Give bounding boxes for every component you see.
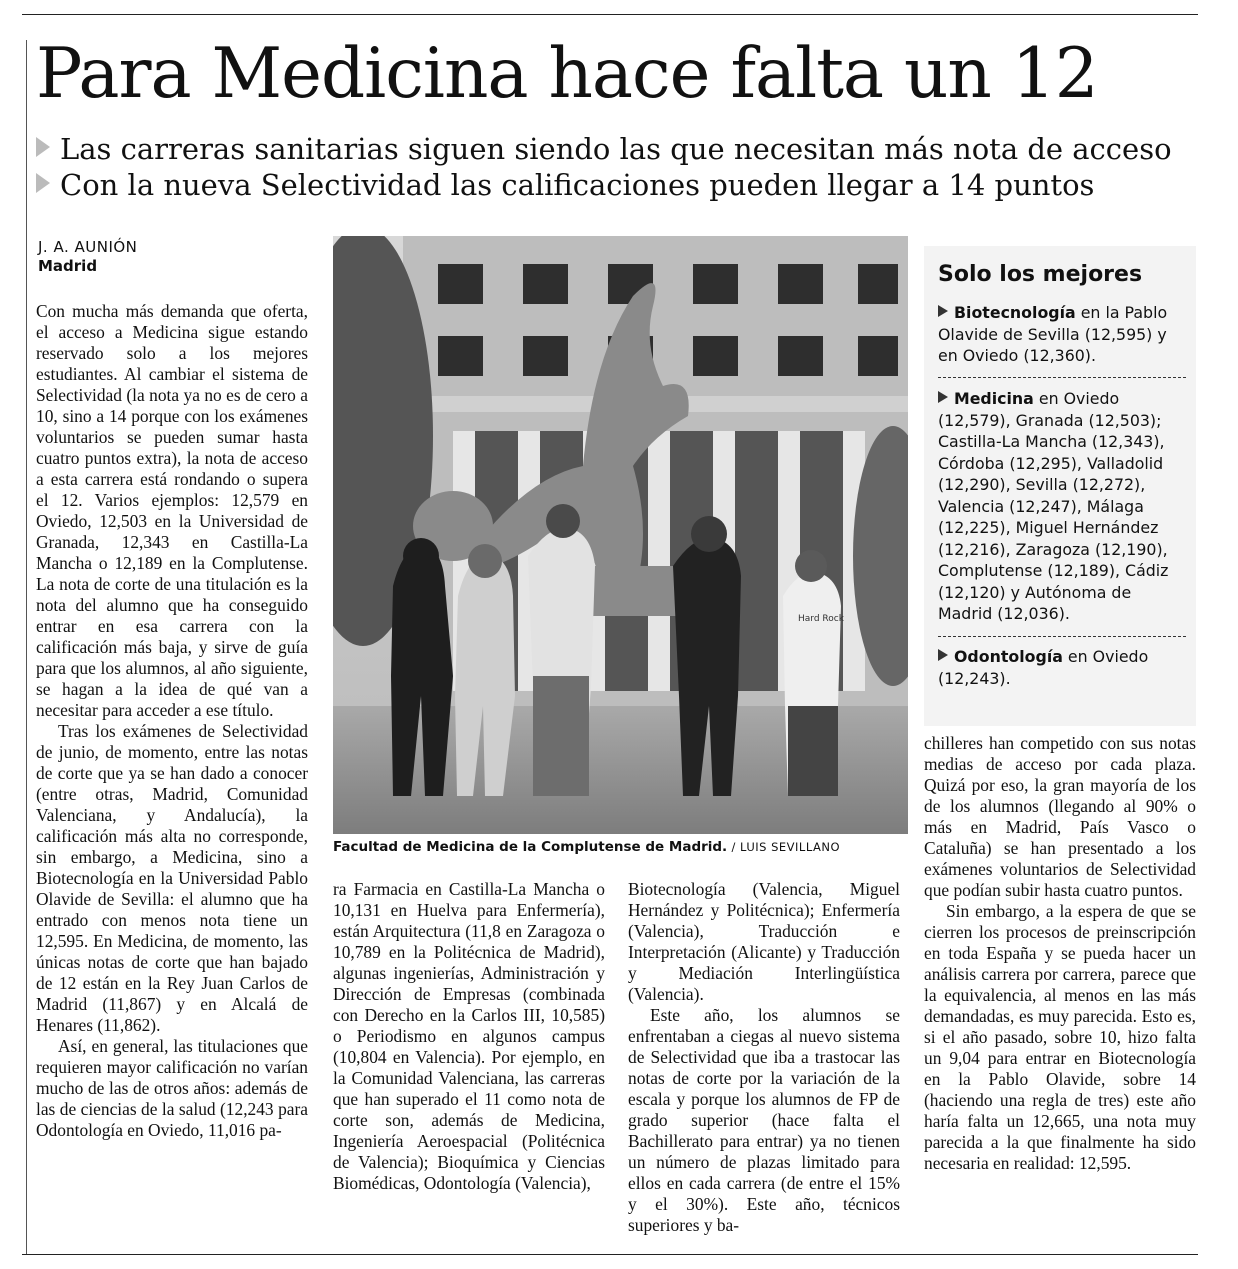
sidebar-title: Solo los mejores bbox=[938, 262, 1143, 287]
paragraph: Este año, los alumnos se enfrentaban a ciegas al nuevo sistema de Selectividad que iba a trastocar las notas de corte por la variación de la escala y porque los alumnos de FP de grado superior (hace falta el Bachillerato para entrar) ya no tienen un número de plazas limitado para ellos en cada carrera (de entre el 15% y el 30%). Este año, técnicos superiores y ba- bbox=[628, 1005, 900, 1235]
triangle-bullet-icon bbox=[938, 305, 948, 317]
triangle-bullet-icon bbox=[36, 137, 50, 157]
left-column-rule bbox=[26, 40, 27, 1254]
byline-place: Madrid bbox=[38, 257, 98, 275]
triangle-bullet-icon bbox=[938, 391, 948, 403]
photo-illustration bbox=[333, 236, 908, 834]
deck-line-2: Con la nueva Selectividad las calificaciones pueden llegar a 14 puntos bbox=[36, 166, 1216, 204]
photo-credit: / LUIS SEVILLANO bbox=[731, 840, 841, 854]
article-column-2 bbox=[333, 879, 605, 1194]
triangle-bullet-icon bbox=[938, 649, 948, 661]
article-column-3 bbox=[628, 879, 900, 1236]
sidebar-separator bbox=[938, 636, 1186, 637]
shirt-logo-text: Hard Rock bbox=[798, 614, 844, 624]
paragraph: ra Farmacia en Castilla-La Mancha o 10,131 en Huelva para Enfermería), están Arquitectura (11,8 en Zaragoza o 10,789 en la Politécnica de Madrid), algunas ingenierías, Administración y Dirección de Empresas (combinada con Derecho en la Carlos III, 10,585) o Periodismo en algunos campus (10,804 en Valencia). Por ejemplo, en la Comunidad Valenciana, las carreras que han superado el 11 como nota de corte son, además de Medicina, Ingeniería Aeroespacial (Politécnica de Valencia); Bioquímica y Ciencias Biomédicas, Odontología (Valencia), bbox=[333, 879, 605, 1193]
paragraph: Sin embargo, a la espera de que se cierren los procesos de preinscripción en toda España y se pueda hacer un análisis carrera por carrera, parece que la equivalencia, al menos en las más demandadas, es muy parecida. Esto es, si el año pasado, sobre 10, hizo falta un 9,04 para entrar en Biotecnología en la Pablo Olavide, sobre 14 (haciendo una regla de tres) este año haría falta un 12,665, una nota muy parecida a la que finalmente ha sido necesaria en realidad: 12,595. bbox=[924, 901, 1196, 1173]
triangle-bullet-icon bbox=[36, 173, 50, 193]
paragraph: chilleres han competido con sus notas medias de acceso por cada plaza. Quizá por eso, la gran mayoría de los de los alumnos (llegando al 90% o más en Madrid, País Vasco o Cataluña) se han presentado a los exámenes voluntarios de Selectividad que podían subir hasta cuatro puntos. bbox=[924, 733, 1196, 900]
paragraph: Así, en general, las titulaciones que requieren mayor calificación no varían mucho de las de otros años: además de las de ciencias de la salud (12,243 para Odontología en Oviedo, 11,016 pa- bbox=[36, 1036, 308, 1140]
top-rule bbox=[22, 14, 1198, 15]
sidebar-solo-los-mejores bbox=[924, 246, 1196, 726]
paragraph: Tras los exámenes de Selectividad de junio, de momento, entre las notas de corte que ya se han dado a conocer (entre otras, Madrid, Comunidad Valenciana, y Andalucía), la calificación más alta no corresponde, sin embargo, a Medicina, sino a Biotecnología en la Universidad Pablo Olavide de Sevilla: el alumno que ha entrado con menos nota tiene un 12,595. En Medicina, de momento, las únicas notas de corte que han bajado de 12 están en la Rey Juan Carlos de Madrid (11,867) y en Alcalá de Henares (11,862). bbox=[36, 721, 308, 1035]
photo-students-walking bbox=[333, 236, 908, 834]
article-column-1 bbox=[36, 301, 308, 1141]
sidebar-item-biotecnologia: Biotecnología en la Pablo Olavide de Sevilla (12,595) y en Oviedo (12,360). bbox=[938, 303, 1168, 365]
deck-line-1: Las carreras sanitarias siguen siendo las que necesitan más nota de acceso bbox=[36, 130, 1216, 168]
sidebar-item-odontologia: Odontología en Oviedo (12,243). bbox=[938, 647, 1149, 688]
headline: Para Medicina hace falta un 12 bbox=[36, 34, 1098, 114]
article-column-4 bbox=[924, 733, 1196, 1174]
paragraph: Biotecnología (Valencia, Miguel Hernández y Politécnica); Enfermería (Valencia), Traducción e Interpretación (Alicante) y Traducción y Mediación Interlingüística (Valencia). bbox=[628, 879, 900, 1004]
sidebar-separator bbox=[938, 377, 1186, 378]
paragraph: Con mucha más demanda que oferta, el acceso a Medicina sigue estando reservado solo a los mejores estudiantes. Al cambiar el sistema de Selectividad (la nota ya no es de cero a 10, sino a 14 porque con los exámenes voluntarios se pueden sumar hasta cuatro puntos extra), la nota de acceso a esta carrera está rondando o supera el 12. Varios ejemplos: 12,579 en Oviedo, 12,503 en la Universidad de Granada, 12,343 en Castilla-La Mancha o 12,189 en la Complutense. La nota de corte de una titulación es la nota del alumno que ha conseguido entrar en esa carrera con la calificación más baja, y sirve de guía para que los alumnos, al año siguiente, se hagan a la idea de qué van a necesitar para acceder a ese título. bbox=[36, 301, 308, 720]
byline-author: J. A. AUNIÓN bbox=[38, 238, 138, 256]
bottom-rule bbox=[22, 1254, 1198, 1255]
caption-text: Facultad de Medicina de la Complutense de Madrid. bbox=[333, 839, 728, 855]
photo-caption bbox=[333, 838, 913, 856]
sidebar-item-medicina: Medicina en Oviedo (12,579), Granada (12,503); Castilla-La Mancha (12,343), Córdoba (12,295), Valladolid (12,290), Sevilla (12,272), Valencia (12,247), Málaga (12,225), Miguel Hernández (12,216), Zaragoza (12,190), Complutense (12,189), Cádiz (12,120) y Autónoma de Madrid (12,036). bbox=[938, 389, 1169, 623]
